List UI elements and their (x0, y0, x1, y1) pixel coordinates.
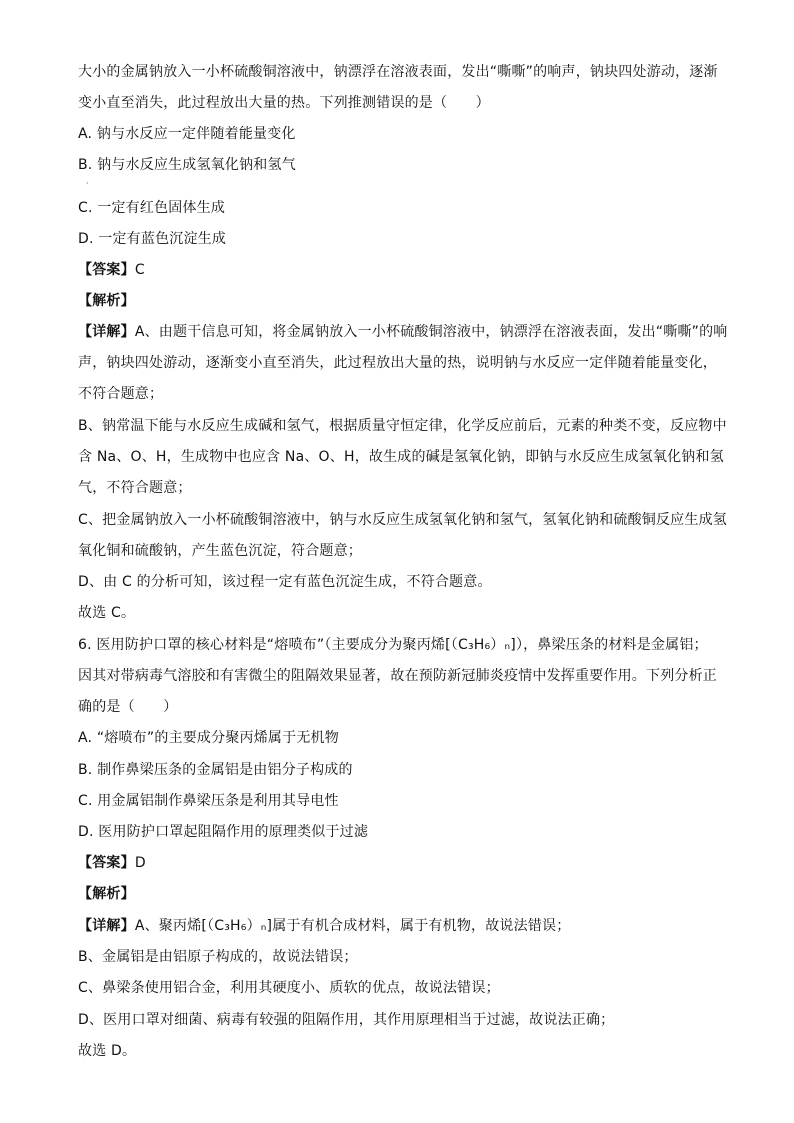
detail-label: 【详解】 (78, 918, 135, 934)
q6-analysis-label: 【解析】 (78, 886, 135, 902)
explanation-text: A、聚丙烯[（C₃H₆）ₙ]属于有机合成材料，属于有机物，故说法错误； (134, 918, 571, 934)
q5-explanation-line-1 (78, 322, 728, 342)
q5-answer (78, 260, 718, 280)
q6-stem-line-2: 因其对带病毒气溶胶和有害微尘的阻隔效果显著，故在预防新冠肺炎疫情中发挥重要作用。下列分析正 (78, 668, 717, 684)
q5-explanation-line-9: D、由 C 的分析可知，该过程一定有蓝色沉淀生成，不符合题意。 (78, 574, 492, 590)
q6-stem-line-3: 确的是（ ） (78, 699, 178, 715)
q6-option-a: A. “熔喷布”的主要成分聚丙烯属于无机物 (78, 730, 339, 746)
q5-option-c: C. 一定有红色固体生成 (78, 200, 226, 216)
q6-stem-line-1: 6. 医用防护口罩的核心材料是“熔喷布”（主要成分为聚丙烯[（C₃H₆）ₙ]），鼻梁压条的材料是金属铝； (78, 637, 708, 653)
q5-explanation-line-2: 声，钠块四处游动，逐渐变小直至消失，此过程放出大量的热，说明钠与水反应一定伴随着能量变化， (78, 355, 717, 371)
q5-explanation-line-4: B、钠常温下能与水反应生成碱和氢气，根据质量守恒定律，化学反应前后，元素的种类不变，反应物中 (78, 418, 727, 434)
q5-option-b: B. 钠与水反应生成氢氧化钠和氢气 (78, 157, 296, 173)
q5-explanation-line-7: C、把金属钠放入一小杯硫酸铜溶液中，钠与水反应生成氢氧化钠和氢气，氢氧化钠和硫酸铜反应生成氢 (78, 512, 727, 528)
answer-label: 【答案】 (78, 262, 135, 278)
q5-analysis-label: 【解析】 (78, 293, 135, 309)
q6-option-d: D. 医用防护口罩起阻隔作用的原理类似于过滤 (78, 824, 369, 840)
q5-explanation-line-6: 气，不符合题意； (78, 480, 192, 496)
q6-explanation-line-4: D、医用口罩对细菌、病毒有较强的阻隔作用，其作用原理相当于过滤，故说法正确； (78, 1012, 615, 1028)
detail-label: 【详解】 (78, 324, 135, 340)
q6-explanation-line-2: B、金属铝是由铝原子构成的，故说法错误； (78, 949, 358, 965)
q5-explanation-line-10: 故选 C。 (78, 605, 136, 621)
explanation-text: A、由题干信息可知，将金属钠放入一小杯硫酸铜溶液中，钠漂浮在溶液表面，发出“嘶嘶”的响 (134, 324, 728, 340)
answer-value: D (134, 855, 146, 871)
q5-stem-line-2: 变小直至消失，此过程放出大量的热。下列推测错误的是（ ） (78, 95, 490, 111)
q5-explanation-line-5: 含 Na、O、H，生成物中也应含 Na、O、H，故生成的碱是氢氧化钠，即钠与水反应生成氢氧化钠和氢 (78, 449, 724, 465)
q6-explanation-line-1 (78, 916, 718, 936)
q5-explanation-line-3: 不符合题意； (78, 386, 164, 402)
q5-option-d: D. 一定有蓝色沉淀生成 (78, 231, 227, 247)
stray-dot: · (86, 179, 89, 188)
q6-answer (78, 853, 718, 873)
q5-explanation-line-8: 氧化铜和硫酸钠，产生蓝色沉淀，符合题意； (78, 543, 362, 559)
q6-option-b: B. 制作鼻梁压条的金属铝是由铝分子构成的 (78, 762, 353, 778)
answer-label: 【答案】 (78, 855, 135, 871)
q5-option-a: A. 钠与水反应一定伴随着能量变化 (78, 126, 296, 142)
q5-stem-line-1: 大小的金属钠放入一小杯硫酸铜溶液中，钠漂浮在溶液表面，发出“嘶嘶”的响声，钠块四处游动，逐渐 (78, 64, 718, 80)
q6-explanation-line-3: C、鼻梁条使用铝合金，利用其硬度小、质软的优点，故说法错误； (78, 980, 500, 996)
q6-option-c: C. 用金属铝制作鼻梁压条是利用其导电性 (78, 793, 339, 809)
answer-value: C (134, 262, 145, 278)
q6-explanation-line-5: 故选 D。 (78, 1043, 137, 1059)
